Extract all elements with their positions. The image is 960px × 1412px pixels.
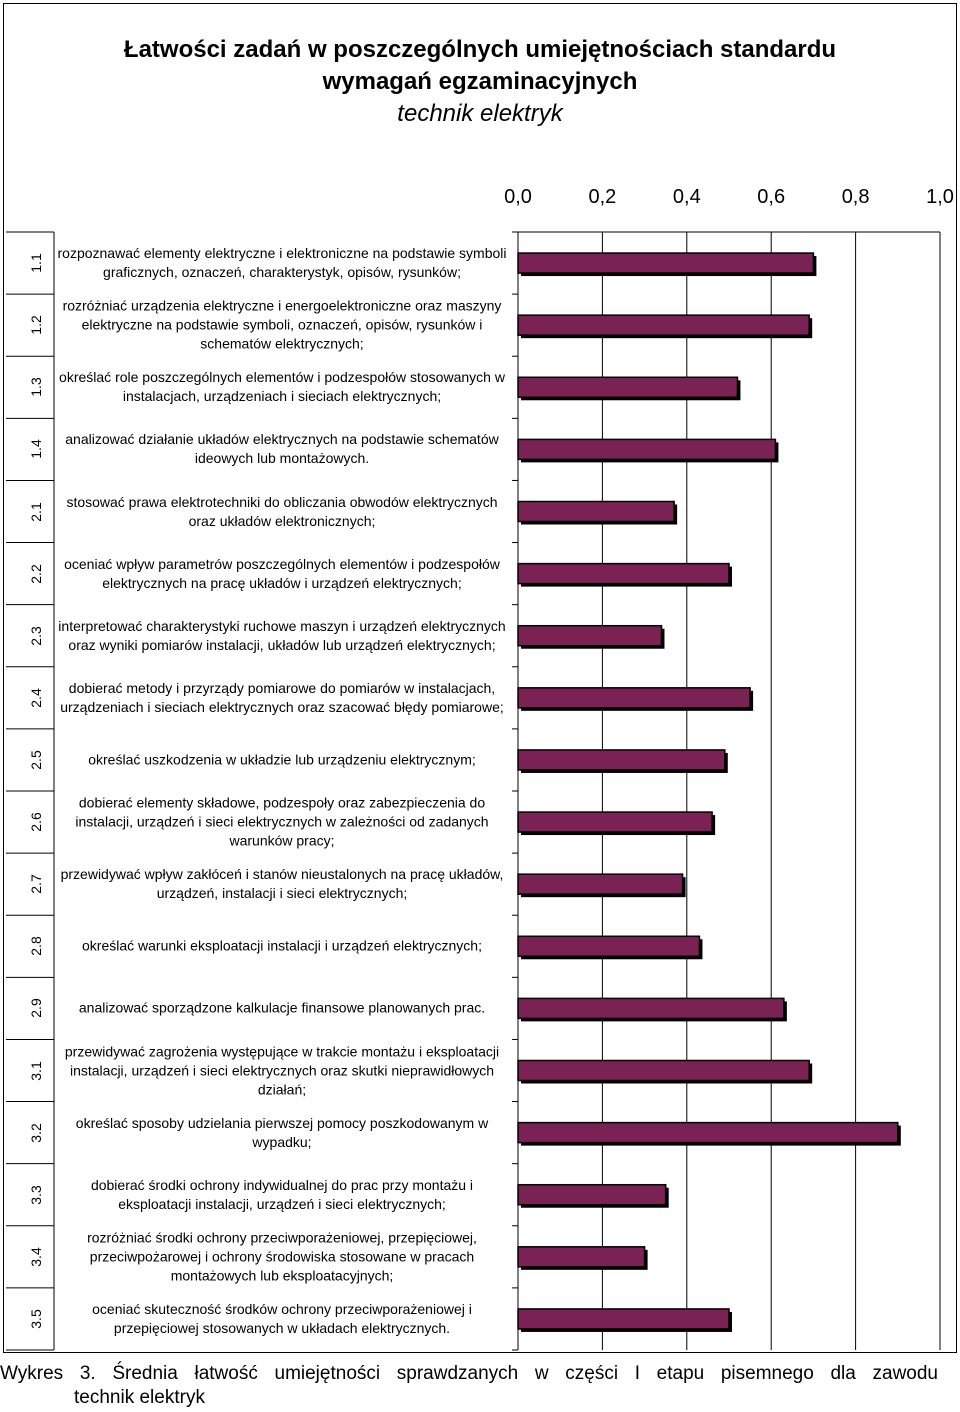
x-tick-label: 0,8 — [841, 186, 870, 208]
category-label: dobierać metody i przyrządy pomiarowe do pomiarów w instalacjach, urządzeniach i sieciach elektrycznych oraz szacować błędy pomiarowe; — [60, 679, 504, 715]
category-label: analizować działanie układów elektrycznych na podstawie schematów ideowych lub montażowych. — [65, 431, 499, 467]
category-label: oceniać wpływ parametrów poszczególnych elementów i podzespołów elektrycznych na pracę układów i urządzeń elektrycznych; — [64, 555, 500, 591]
category-code: 3.4 — [28, 1247, 44, 1267]
bar — [518, 502, 674, 522]
category-label: przewidywać zagrożenia występujące w trakcie montażu i eksploatacji instalacji, urządzeń i sieci elektrycznych oraz skutki nieprawidłowych działań; — [64, 1043, 500, 1097]
category-code: 2.8 — [28, 936, 44, 956]
category-code: 3.5 — [28, 1309, 44, 1329]
bar — [518, 626, 661, 646]
category-code: 2.5 — [28, 750, 44, 770]
chart-title: Łatwości zadań w poszczególnych umiejętnościach standardu — [123, 36, 837, 63]
x-tick-label: 0,0 — [504, 186, 532, 208]
category-label: oceniać skuteczność środków ochrony przeciwporażeniowej i przepięciowej stosowanych w układach elektrycznych. — [92, 1300, 472, 1336]
bar — [518, 1061, 809, 1081]
bar — [518, 998, 784, 1018]
bar — [518, 1185, 666, 1205]
category-label: przewidywać wpływ zakłóceń i stanów nieustalonych na pracę układów, urządzeń, instalacji i sieci elektrycznych; — [60, 866, 504, 902]
category-code: 3.3 — [28, 1184, 44, 1205]
category-label: rozróżniać środki ochrony przeciwporażeniowej, przepięciowej, przeciwpożarowej i ochrony środowiska stosowane w pracach montażowych lub eksploatacyjnych; — [87, 1229, 477, 1284]
chart-title-line2: wymagań egzaminacyjnych — [322, 68, 638, 95]
category-label: określać warunki eksploatacji instalacji i urządzeń elektrycznych; — [82, 937, 482, 954]
category-code: 2.9 — [28, 998, 44, 1019]
bar — [518, 688, 750, 708]
category-label: rozpoznawać elementy elektryczne i elektroniczne na podstawie symboli graficznych, oznaczeń, charakterystyk, opisów, rysunków; — [57, 245, 507, 281]
category-code: 3.2 — [28, 1122, 44, 1143]
category-label: określać uszkodzenia w układzie lub urządzeniu elektrycznym; — [88, 751, 476, 768]
category-label: dobierać środki ochrony indywidualnej do prac przy montażu i eksploatacji instalacji, urządzeń i sieci elektrycznych; — [90, 1176, 474, 1212]
x-tick-label: 0,4 — [672, 186, 701, 208]
category-code: 1.3 — [28, 377, 44, 397]
x-tick-label: 0,6 — [757, 186, 786, 208]
category-code: 1.4 — [28, 439, 44, 460]
category-label: określać role poszczególnych elementów i podzespołów stosowanych w instalacjach, urządzeniach i sieciach elektrycznych; — [59, 369, 505, 405]
chart-subtitle: technik elektryk — [397, 100, 563, 127]
x-tick-label: 1,0 — [926, 186, 954, 208]
category-label: określać sposoby udzielania pierwszej pomocy poszkodowanym w wypadku; — [75, 1114, 489, 1150]
bar — [518, 936, 699, 956]
bar — [518, 874, 683, 894]
bar — [518, 812, 712, 832]
figure-caption-line2: technik elektryk — [74, 1387, 205, 1408]
category-code: 1.1 — [28, 253, 44, 273]
category-label: dobierać elementy składowe, podzespoły oraz zabezpieczenia do instalacji, urządzeń i sieci elektrycznych w zależności od zadanych warunków pracy; — [75, 794, 489, 849]
bar — [518, 750, 725, 770]
bar — [518, 1247, 645, 1267]
bar — [518, 1123, 898, 1143]
x-tick-label: 0,2 — [588, 186, 617, 208]
bar — [518, 1309, 729, 1329]
category-code: 2.3 — [28, 625, 44, 646]
category-code: 2.4 — [28, 688, 44, 708]
category-label: interpretować charakterystyki ruchowe maszyn i urządzeń elektrycznych oraz wyniki pomiarów instalacji, układów lub urządzeń elektrycznych; — [58, 617, 506, 653]
category-label: stosować prawa elektrotechniki do obliczania obwodów elektrycznych oraz układów elektronicznych; — [66, 493, 498, 529]
category-code: 1.2 — [28, 315, 44, 335]
bar — [518, 253, 813, 273]
category-code: 2.1 — [28, 501, 44, 522]
category-code: 2.7 — [28, 874, 44, 894]
category-code: 2.2 — [28, 563, 44, 584]
bar — [518, 315, 809, 335]
bar — [518, 564, 729, 584]
category-label: rozróżniać urządzenia elektryczne i energoelektroniczne oraz maszyny elektryczne na podstawie symboli, oznaczeń, opisów, rysunków i schematów elektrycznych; — [62, 297, 502, 352]
category-code: 2.6 — [28, 812, 44, 832]
bar — [518, 377, 737, 397]
category-label: analizować sporządzone kalkulacje finansowe planowanych prac. — [78, 999, 486, 1016]
bar — [518, 439, 775, 459]
figure-caption: Wykres 3. Średnia łatwość umiejętności sprawdzanych w części I etapu pisemnego dla zawodu — [0, 1363, 938, 1384]
category-code: 3.1 — [28, 1060, 44, 1081]
